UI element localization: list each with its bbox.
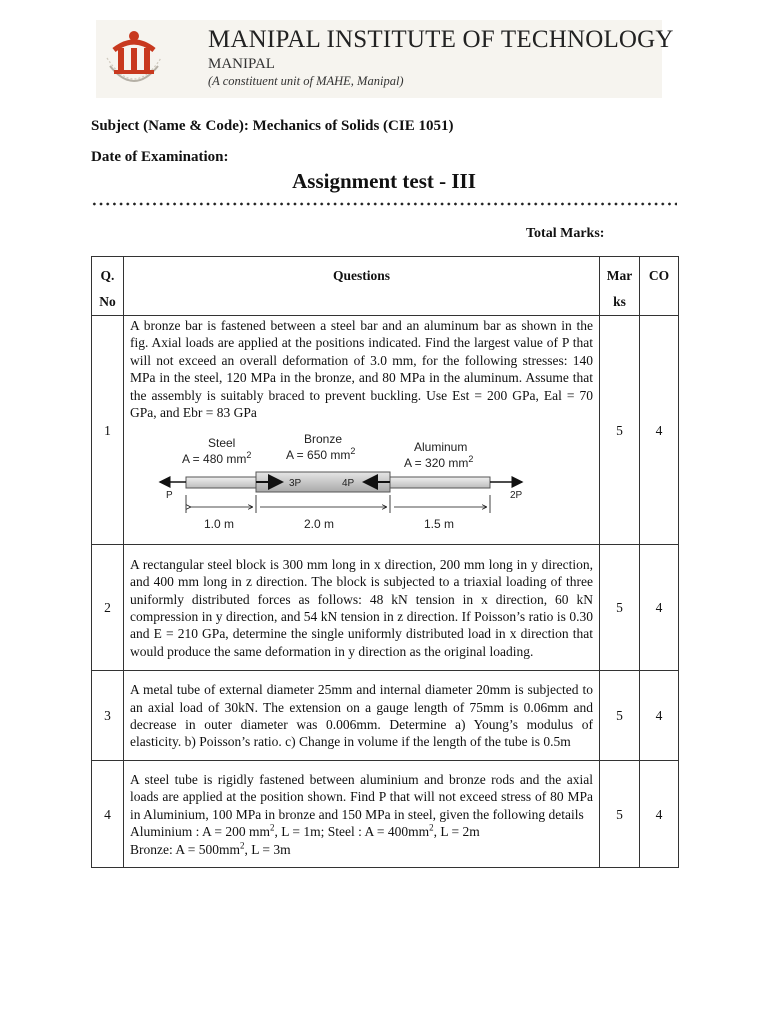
header-co: CO (640, 257, 679, 316)
aluminum-bar (390, 477, 490, 488)
institute-name: MANIPAL INSTITUTE OF TECHNOLOGY (208, 26, 674, 53)
questions-table (91, 256, 679, 868)
steel-length: , L = 2m (433, 824, 480, 840)
manipal-university-emblem-icon (104, 26, 164, 92)
table-row (92, 545, 679, 671)
header-qno-line1: Q. (100, 268, 115, 283)
steel-area-text: A = 480 mm (182, 452, 247, 467)
aluminum-area-text: A = 320 mm (404, 456, 469, 471)
table-header-row (92, 257, 679, 316)
total-marks-label: Total Marks: (526, 226, 605, 241)
bronze-length: , L = 3m (244, 841, 291, 857)
question-co: 4 (640, 545, 679, 671)
question-number: 1 (92, 316, 124, 545)
question-co: 4 (640, 761, 679, 868)
aluminium-area-exp: 2 (270, 822, 275, 833)
steel-details: , L = 1m; Steel : A = 400mm (274, 824, 430, 840)
load-p-label: P (166, 490, 173, 502)
header-qno-line2: No (99, 294, 116, 309)
steel-label: Steel (208, 436, 236, 451)
area-length-line-2 (130, 841, 593, 858)
question-text-cell (124, 316, 600, 545)
load-4p-label: 4P (342, 478, 355, 490)
exam-date-label: Date of Examination: (91, 149, 229, 165)
question-marks: 5 (600, 316, 640, 545)
question-marks: 5 (600, 761, 640, 868)
bronze-details: Bronze: A = 500mm (130, 841, 240, 857)
bronze-area-text: A = 650 mm (286, 448, 351, 463)
question-text: A steel tube is rigidly fastened between aluminium and bronze rods and the axial loads are applied at the position shown. Find P that will not exceed stress of 80 MPa in Aluminium, 100 MPa in bronze and 150 MPa in steel, given the following details (130, 771, 593, 822)
header-marks-line2: ks (613, 294, 626, 309)
bronze-area-exp: 2 (239, 840, 245, 851)
aluminum-length-label: 1.5 m (424, 517, 455, 532)
steel-bar (186, 477, 256, 488)
page-title (0, 169, 768, 194)
question-text: A bronze bar is fastened between a steel bar and an aluminum bar as shown in the fig. Axial loads are applied at the positions indicated. Find the largest value of P that will not exceed an overall deformation of 3.0 mm, for the following stresses: 140 MPa in the steel, 120 MPa in the bronze, and 80 MPa in the aluminum. Assume that the assembly is suitably braced to prevent buckling. Use Est = 200 GPa, Eal = 70 GPa, and Ebr = 83 GPa (130, 318, 593, 421)
load-2p-label: 2P (510, 490, 523, 502)
question-text: A metal tube of external diameter 25mm and internal diameter 20mm is subjected to an axial load of 30kN. The extension on a gauge length of 75mm is 0.06mm and decrease in outer diameter was 0.006mm. Determine a) Young’s modulus of elasticity. b) Poisson’s ratio. c) Change in volume if the length of the tube is 0.5m (124, 671, 600, 761)
header-qno (92, 257, 124, 316)
question-co: 4 (640, 671, 679, 761)
question-marks: 5 (600, 545, 640, 671)
steel-area-exp: 2 (429, 822, 434, 833)
table-row (92, 671, 679, 761)
header-marks-line1: Mar (606, 268, 633, 283)
question-number: 4 (92, 761, 124, 868)
steel-area (182, 451, 251, 468)
steel-area-exp: 2 (246, 450, 252, 461)
assignment-title: Assignment test - III (292, 169, 476, 193)
institute-header (96, 20, 674, 98)
dotted-divider (91, 202, 677, 206)
question-text-cell (124, 761, 600, 868)
subject-line: Subject (Name & Code): Mechanics of Solids (CIE 1051) (91, 118, 454, 134)
aluminum-label: Aluminum (414, 440, 468, 455)
load-3p-label: 3P (289, 478, 302, 490)
aluminum-area-exp: 2 (468, 454, 474, 465)
bar-assembly-figure (130, 427, 593, 543)
bar-assembly-drawing (130, 427, 594, 543)
header-marks (600, 257, 640, 316)
question-text: A rectangular steel block is 300 mm long in x direction, 200 mm long in y direction, and 400 mm long in z direction. The block is subjected to a triaxial loading of three uniformly distributed forces as follows: 48 kN tension in x direction, 60 kN compression in y direction, and 54 kN tension in z direction. If Poisson’s ratio is 0.30 and E = 210 GPa, determine the single uniformly distributed load in x direction that would produce the same deformation in y direction as the original loading. (124, 545, 600, 671)
table-row (92, 761, 679, 868)
question-co: 4 (640, 316, 679, 545)
aluminium-details: Aluminium : A = 200 mm (130, 824, 271, 840)
aluminum-area (404, 455, 473, 472)
steel-length-label: 1.0 m (204, 517, 235, 532)
header-questions: Questions (124, 257, 600, 316)
question-number: 3 (92, 671, 124, 761)
table-row (92, 316, 679, 545)
institute-city: MANIPAL (208, 56, 275, 72)
bronze-area (286, 447, 355, 464)
bronze-label: Bronze (304, 432, 343, 447)
bronze-length-label: 2.0 m (304, 517, 335, 532)
institute-subtitle: (A constituent unit of MAHE, Manipal) (208, 74, 404, 88)
question-marks: 5 (600, 671, 640, 761)
question-number: 2 (92, 545, 124, 671)
bronze-area-exp: 2 (350, 446, 356, 457)
area-length-line-1 (130, 823, 593, 840)
